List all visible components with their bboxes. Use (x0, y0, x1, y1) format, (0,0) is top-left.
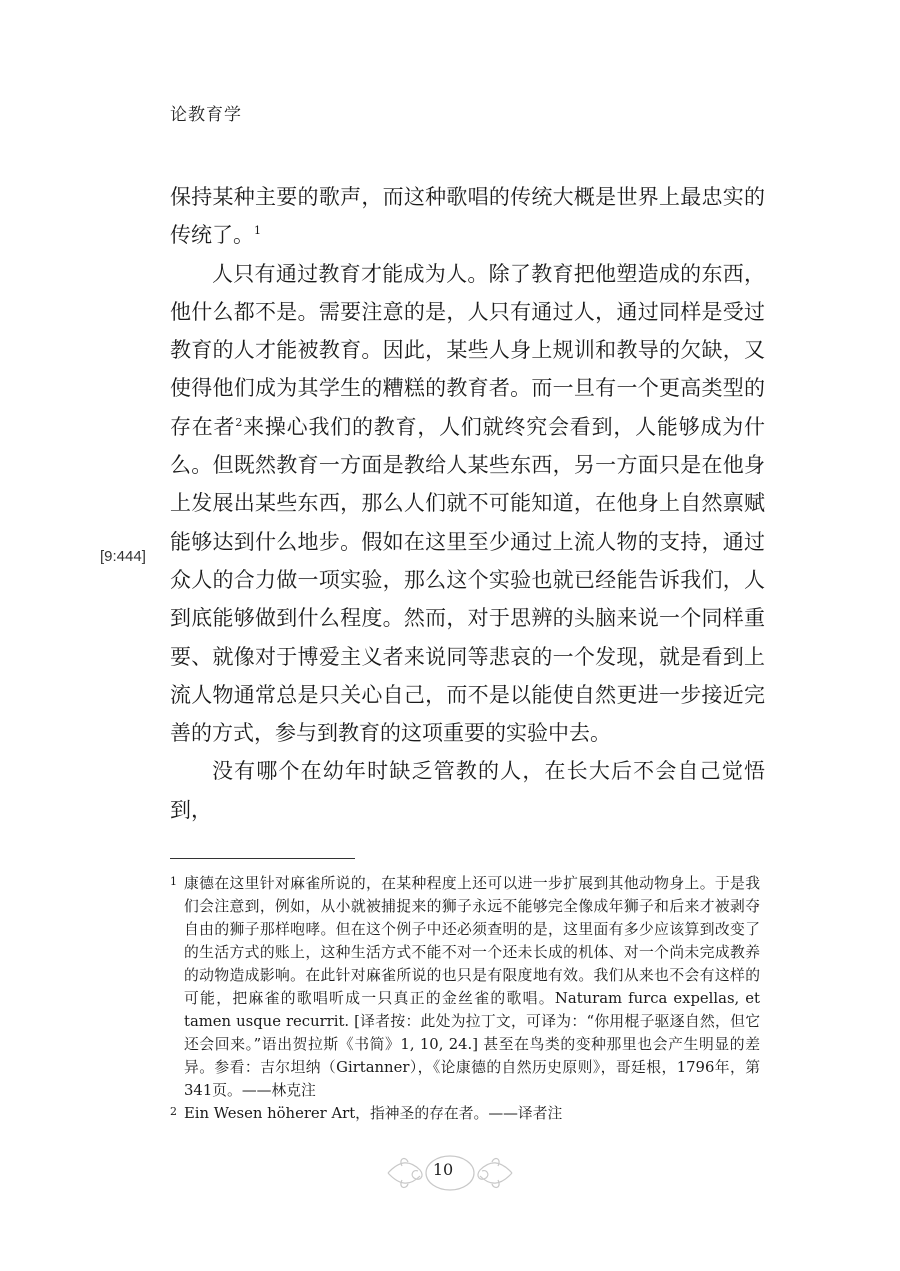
paragraph-1 (170, 178, 765, 255)
footnote-2-number: 2 (170, 1105, 177, 1118)
paragraph-2 (170, 255, 765, 753)
paragraph-2-text-a: 人只有通过教育才能成为人。除了教育把他塑造成的东西，他什么都不是。需要注意的是，人只有通过人，通过同样是受过教育的人才能被教育。因此，某些人身上规训和教导的欠缺，又使得他们成为其学生的糟糕的教育者。而一旦有一个更高类型的存在者 (170, 261, 765, 439)
paragraph-2-text-b: 来操心我们的教育，人们就终究会看到，人能够成为什么。但既然教育一方面是教给人某些东西，另一方面只是在他身上发展出某些东西，那么人们就不可能知道，在他身上自然禀赋能够达到什么地步。假如在这里至少通过上流人物的支持，通过众人的合力做一项实验，那么这个实验也就已经能告诉我们，人到底能够做到什么程度。然而，对于思辨的头脑来说一个同样重要、就像对于博爱主义者来说同等悲哀的一个发现，就是看到上流人物通常总是只关心自己，而不是以能使自然更进一步接近完善的方式，参与到教育的这项重要的实验中去。 (170, 414, 766, 746)
footnote-2-text: Ein Wesen höherer Art，指神圣的存在者。——译者注 (184, 1105, 563, 1122)
footnote-1 (170, 872, 760, 1102)
footnotes (170, 872, 760, 1125)
footnote-ref-2: 2 (235, 415, 243, 429)
main-text (170, 178, 765, 829)
paragraph-3 (170, 752, 765, 829)
footnote-2 (170, 1102, 760, 1125)
paragraph-3-text: 没有哪个在幼年时缺乏管教的人，在长大后不会自己觉悟到， (170, 759, 765, 822)
academy-edition-reference: [9:444] (100, 548, 146, 565)
paragraph-1-text: 保持某种主要的歌声，而这种歌唱的传统大概是世界上最忠实的传统了。 (170, 185, 765, 248)
footnote-1-text: 康德在这里针对麻雀所说的，在某种程度上还可以进一步扩展到其他动物身上。于是我们会注意到，例如，从小就被捕捉来的狮子永远不能够完全像成年狮子和后来才被剥夺自由的狮子那样咆哮。但在这个例子中还必须查明的是，这里面有多少应该算到改变了的生活方式的账上，这种生活方式不能不对一个还未长成的机体、对一个尚未完成教养的动物造成影响。在此针对麻雀所说的也只是有限度地有效。我们从来也不会有这样的可能，把麻雀的歌唱听成一只真正的金丝雀的歌唱。Naturam furca expellas, et tamen usque recurrit. [译者按：此处为拉丁文，可译为：“你用棍子驱逐自然，但它还会回来。”语出贺拉斯《书简》1, 10, 24.] 甚至在鸟类的变种那里也会产生明显的差异。参看：吉尔坦纳（Girtanner），《论康德的自然历史原则》，哥廷根，1796年，第341页。——林克注 (184, 875, 760, 1099)
footnote-ref-1: 1 (254, 224, 261, 238)
footnote-1-number: 1 (170, 875, 177, 888)
footnote-rule (170, 858, 355, 859)
running-head: 论教育学 (170, 105, 242, 125)
page-number: 10 (432, 1160, 454, 1179)
